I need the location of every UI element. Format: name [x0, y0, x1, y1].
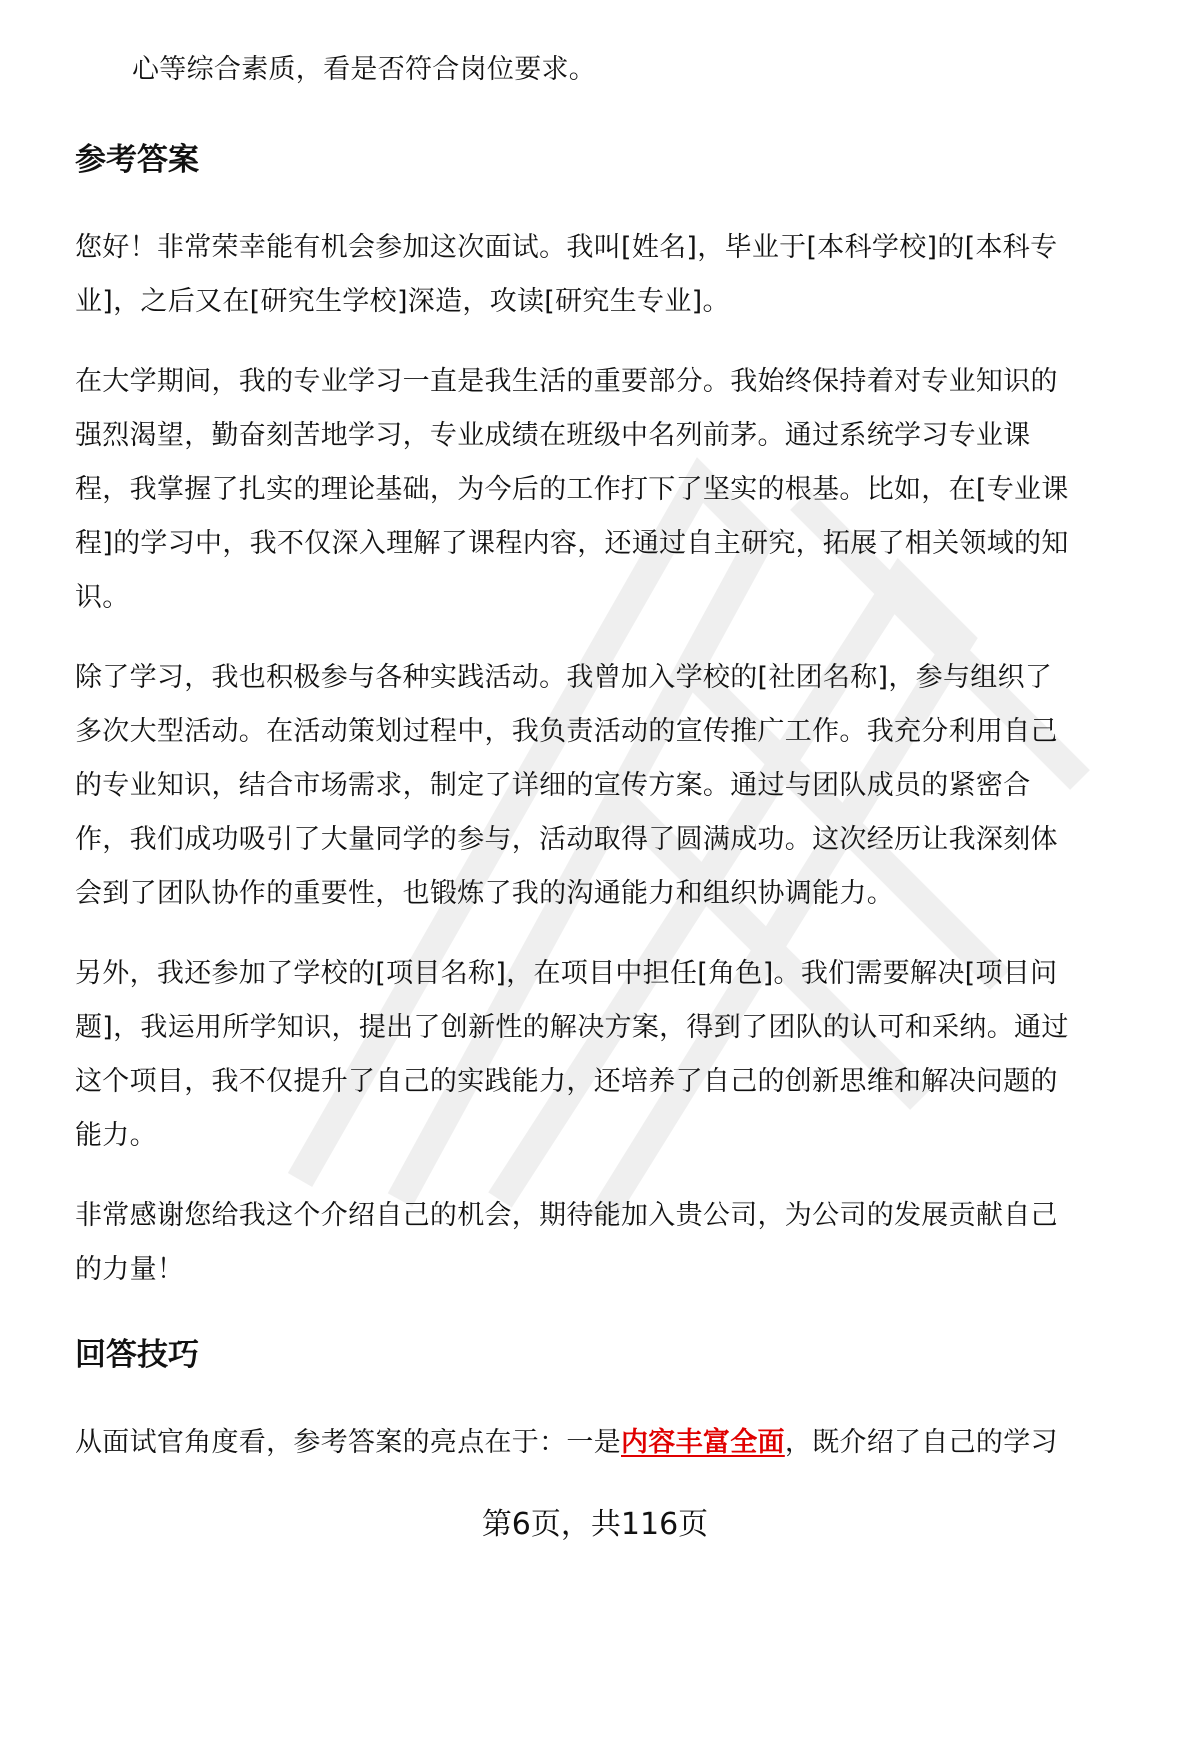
paragraph-line: 程，我掌握了扎实的理论基础，为今后的工作打下了坚实的根基。比如，在[专业课 [75, 474, 1069, 505]
paragraph-line: 业]，之后又在[研究生学校]深造，攻读[研究生专业]。 [75, 286, 730, 317]
paragraph-line: 除了学习，我也积极参与各种实践活动。我曾加入学校的[社团名称]，参与组织了 [75, 662, 1053, 693]
paragraph-line: 的力量！ [75, 1254, 185, 1285]
paragraph-line: 非常感谢您给我这个介绍自己的机会，期待能加入贵公司，为公司的发展贡献自己 [75, 1200, 1058, 1231]
paragraph-line: 作，我们成功吸引了大量同学的参与，活动取得了圆满成功。这次经历让我深刻体 [75, 824, 1058, 855]
tip-line [75, 1425, 1058, 1461]
paragraph-line: 会到了团队协作的重要性，也锻炼了我的沟通能力和组织协调能力。 [75, 878, 894, 909]
paragraph-line: 强烈渴望，勤奋刻苦地学习，专业成绩在班级中名列前茅。通过系统学习专业课 [75, 420, 1031, 451]
section-heading-answer-tips: 回答技巧 [75, 1337, 199, 1373]
paragraph-line: 另外，我还参加了学校的[项目名称]，在项目中担任[角色]。我们需要解决[项目问 [75, 958, 1058, 989]
paragraph-line: 题]，我运用所学知识，提出了创新性的解决方案，得到了团队的认可和采纳。通过 [75, 1012, 1069, 1043]
paragraph-line: 程]的学习中，我不仅深入理解了课程内容，还通过自主研究，拓展了相关领域的知 [75, 528, 1069, 559]
page-indicator: 第6页，共116页 [481, 1507, 709, 1542]
paragraph-line: 您好！非常荣幸能有机会参加这次面试。我叫[姓名]，毕业于[本科学校]的[本科专 [75, 232, 1058, 263]
paragraph-line: 这个项目，我不仅提升了自己的实践能力，还培养了自己的创新思维和解决问题的 [75, 1066, 1058, 1097]
paragraph-line: 在大学期间，我的专业学习一直是我生活的重要部分。我始终保持着对专业知识的 [75, 366, 1058, 397]
paragraph-line: 能力。 [75, 1120, 157, 1151]
highlight-phrase: 内容丰富全面 [621, 1427, 785, 1458]
section-heading-reference-answer: 参考答案 [75, 142, 199, 178]
paragraph-line: 多次大型活动。在活动策划过程中，我负责活动的宣传推广工作。我充分利用自己 [75, 716, 1058, 747]
intro-line: 心等综合素质，看是否符合岗位要求。 [132, 54, 597, 85]
tip-text-after: ，既介绍了自己的学习 [784, 1427, 1058, 1458]
tip-text-before: 从面试官角度看，参考答案的亮点在于：一是 [75, 1427, 621, 1458]
paragraph-line: 的专业知识，结合市场需求，制定了详细的宣传方案。通过与团队成员的紧密合 [75, 770, 1031, 801]
paragraph-line: 识。 [75, 582, 130, 613]
